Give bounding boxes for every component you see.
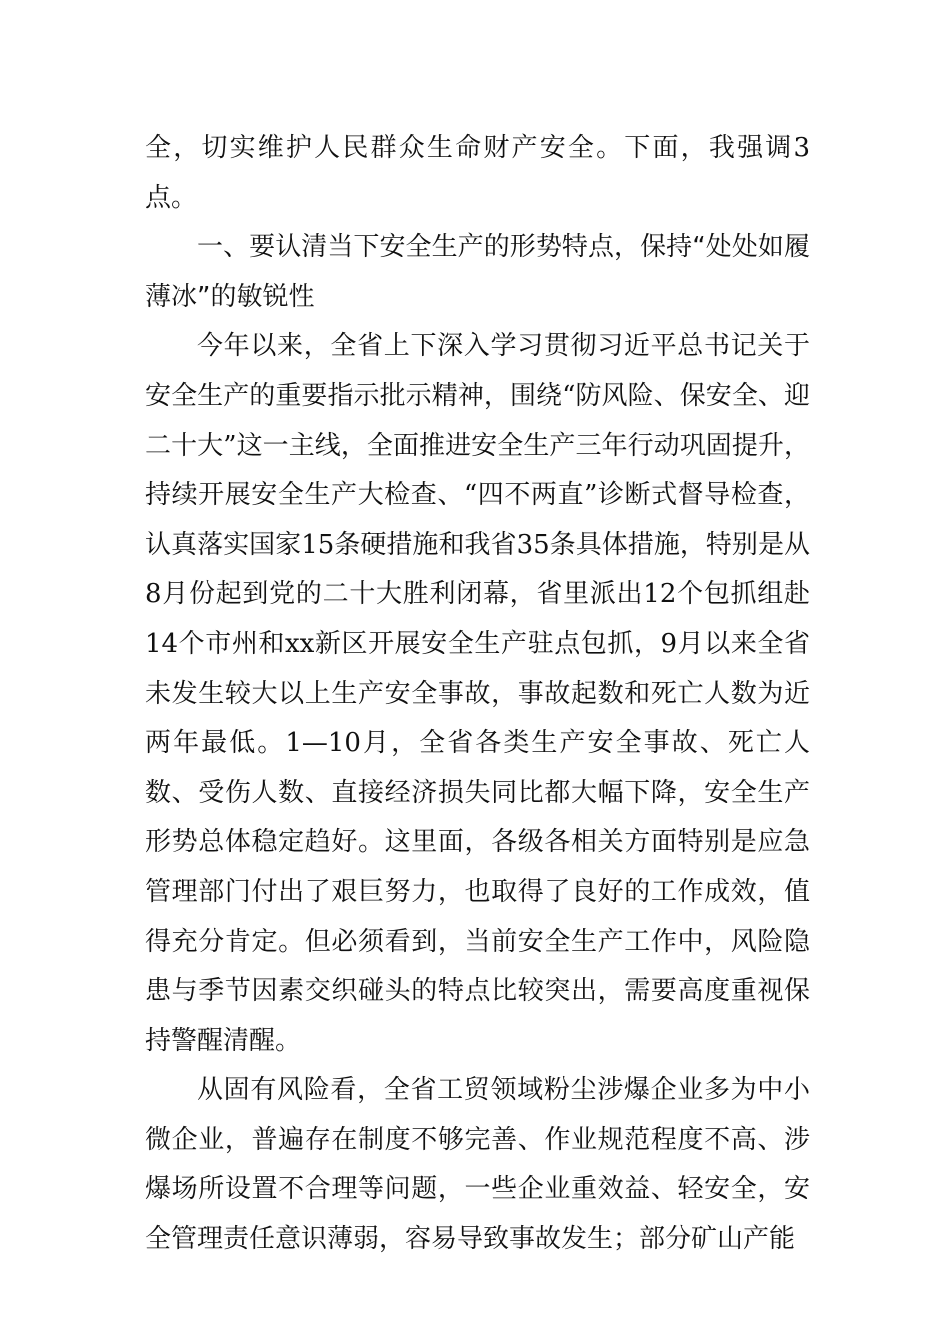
paragraph-continuation: 全，切实维护人民群众生命财产安全。下面，我强调3点。 xyxy=(145,133,810,213)
document-body xyxy=(145,124,810,1265)
paragraph-situation: 今年以来，全省上下深入学习贯彻习近平总书记关于安全生产的重要指示批示精神，围绕“防风险、保安全、迎二十大”这一主线，全面推进安全生产三年行动巩固提升，持续开展安全生产大检查、“四不两直”诊断式督导检查，认真落实国家15条硬措施和我省35条具体措施，特别是从8月份起到党的二十大胜利闭幕，省里派出12个包抓组赴14个市州和xx新区开展安全生产驻点包抓，9月以来全省未发生较大以上生产安全事故，事故起数和死亡人数为近两年最低。1—10月，全省各类生产安全事故、死亡人数、受伤人数、直接经济损失同比都大幅下降，安全生产形势总体稳定趋好。这里面，各级各相关方面特别是应急管理部门付出了艰巨努力，也取得了良好的工作成效，值得充分肯定。但必须看到，当前安全生产工作中，风险隐患与季节因素交织碰头的特点比较突出，需要高度重视保持警醒清醒。 xyxy=(145,331,810,1056)
paragraph-inherent-risk: 从固有风险看，全省工贸领域粉尘涉爆企业多为中小微企业，普遍存在制度不够完善、作业规范程度不高、涉爆场所设置不合理等问题，一些企业重效益、轻安全，安全管理责任意识薄弱，容易导致事故发生；部分矿山产能 xyxy=(145,1075,810,1255)
section-heading-1: 一、要认清当下安全生产的形势特点，保持“处处如履薄冰”的敏锐性 xyxy=(145,232,810,312)
